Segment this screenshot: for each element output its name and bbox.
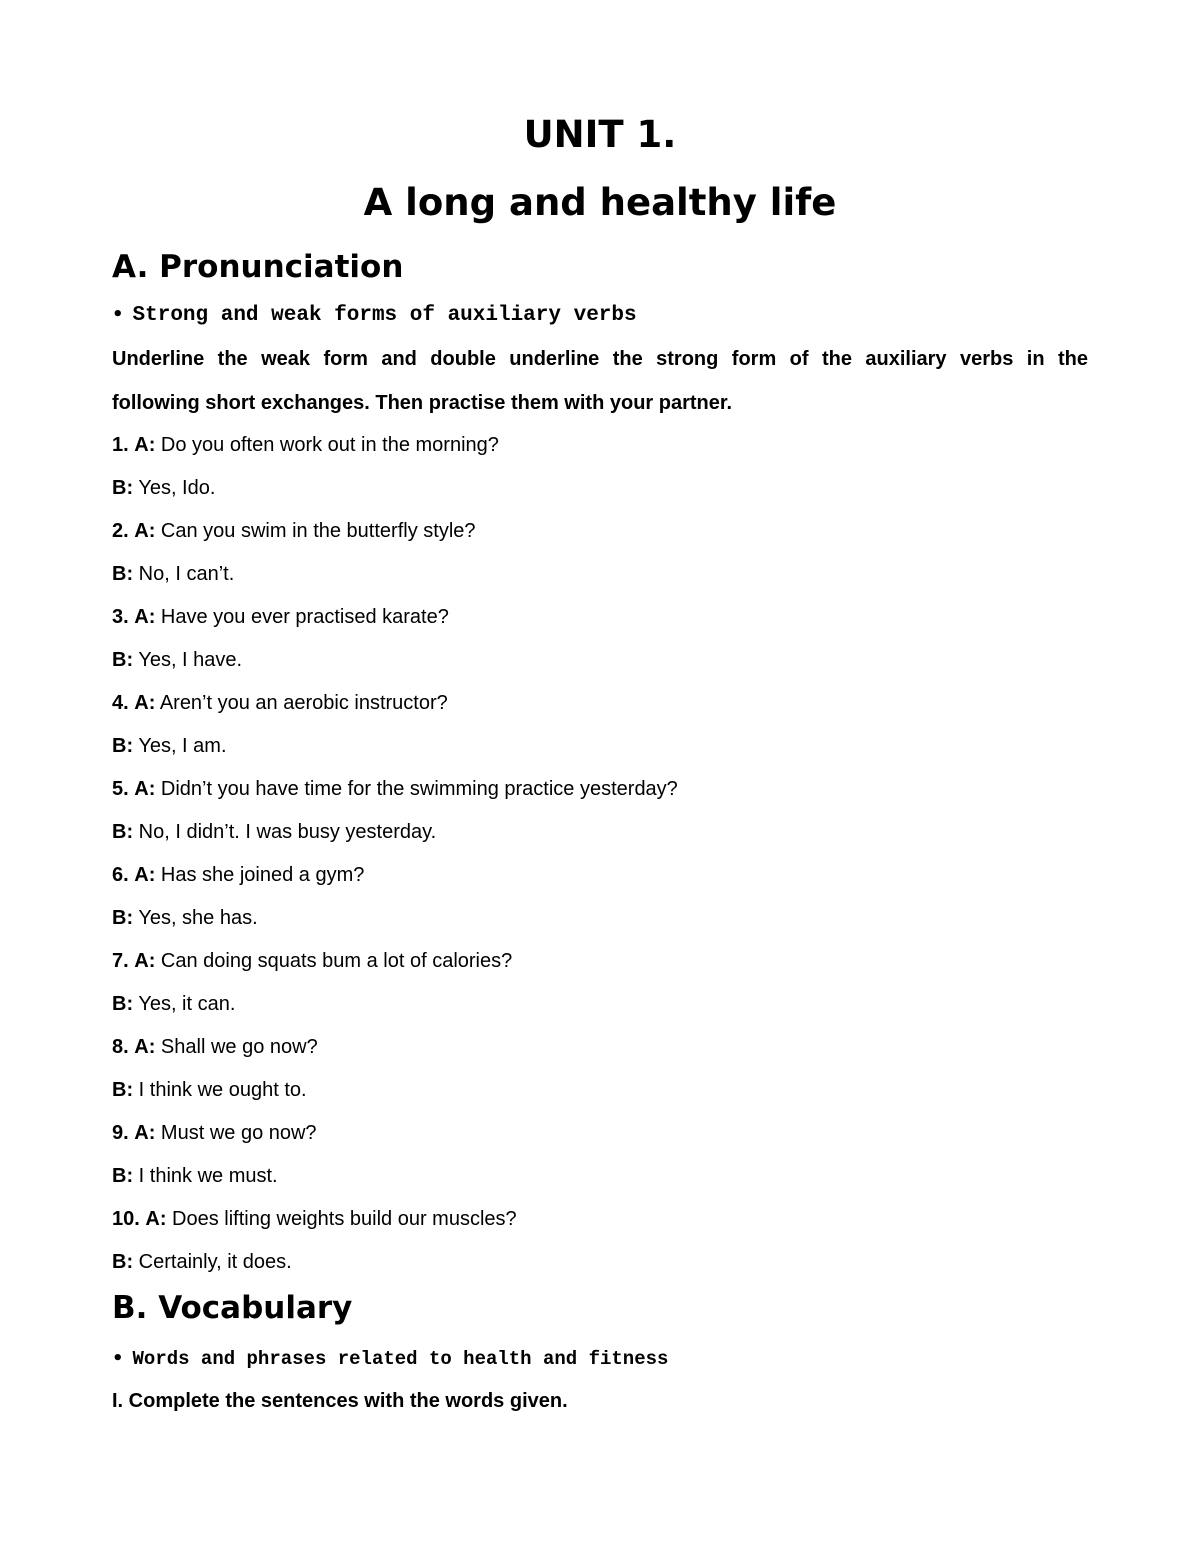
- speaker-b-label: B:: [112, 1251, 134, 1273]
- speaker-a-label: A:: [145, 1208, 167, 1230]
- speaker-a-label: A:: [134, 434, 156, 456]
- exchange-answer: [112, 905, 258, 931]
- exchange-answer: [112, 475, 215, 501]
- speaker-b-label: B:: [112, 563, 134, 585]
- answer-text: Yes, I have.: [138, 649, 243, 671]
- exchange-answer: [112, 647, 242, 673]
- exchange-question: [112, 776, 678, 802]
- exchange-answer: [112, 561, 234, 587]
- exchange-question: [112, 1206, 517, 1232]
- unit-title: UNIT 1.: [523, 113, 677, 156]
- exchange-answer: [112, 1077, 307, 1103]
- exchange-number: 3.: [112, 606, 129, 628]
- speaker-b-label: B:: [112, 907, 134, 929]
- exchange-number: 9.: [112, 1122, 129, 1144]
- exchange-number: 7.: [112, 950, 129, 972]
- exchange-answer: [112, 819, 436, 845]
- answer-text: No, I didn’t. I was busy yesterday.: [138, 821, 437, 843]
- exchange-answer: [112, 733, 227, 759]
- unit-subtitle: A long and healthy life: [363, 181, 837, 224]
- section-a-instruction-line2: following short exchanges. Then practise them with your partner.: [112, 392, 733, 414]
- section-b-heading: B. Vocabulary: [112, 1290, 353, 1326]
- speaker-b-label: B:: [112, 993, 134, 1015]
- speaker-a-label: A:: [134, 692, 156, 714]
- exchange-number: 8.: [112, 1036, 129, 1058]
- exchange-question: [112, 690, 448, 716]
- exchange-question: [112, 1120, 317, 1146]
- exchange-question: [112, 948, 512, 974]
- speaker-a-label: A:: [134, 1036, 156, 1058]
- answer-text: I think we must.: [138, 1165, 278, 1187]
- exchange-question: [112, 604, 449, 630]
- speaker-b-label: B:: [112, 735, 134, 757]
- answer-text: Certainly, it does.: [138, 1251, 292, 1273]
- question-text: Must we go now?: [160, 1122, 317, 1144]
- answer-text: I think we ought to.: [138, 1079, 307, 1101]
- speaker-a-label: A:: [134, 950, 156, 972]
- exchange-question: [112, 1034, 318, 1060]
- section-b-bullet: [112, 1346, 668, 1372]
- section-a-bullet: [112, 302, 637, 329]
- speaker-b-label: B:: [112, 1079, 134, 1101]
- speaker-a-label: A:: [134, 606, 156, 628]
- exchange-number: 1.: [112, 434, 129, 456]
- exchange-number: 4.: [112, 692, 129, 714]
- speaker-a-label: A:: [134, 520, 156, 542]
- exchange-number: 5.: [112, 778, 129, 800]
- exchange-question: [112, 518, 476, 544]
- question-text: Didn’t you have time for the swimming practice yesterday?: [160, 778, 678, 800]
- answer-text: No, I can’t.: [138, 563, 235, 585]
- speaker-a-label: A:: [134, 778, 156, 800]
- exchange-number: 2.: [112, 520, 129, 542]
- answer-text: Yes, she has.: [138, 907, 258, 929]
- exchange-number: 6.: [112, 864, 129, 886]
- question-text: Do you often work out in the morning?: [160, 434, 499, 456]
- exchange-number: 10.: [112, 1208, 140, 1230]
- question-text: Has she joined a gym?: [160, 864, 365, 886]
- exchange-answer: [112, 991, 235, 1017]
- question-text: Have you ever practised karate?: [160, 606, 449, 628]
- answer-text: Yes, it can.: [138, 993, 236, 1015]
- section-a-heading: A. Pronunciation: [112, 249, 404, 285]
- question-text: Does lifting weights build our muscles?: [172, 1208, 517, 1230]
- speaker-b-label: B:: [112, 477, 134, 499]
- section-b-bullet-text: Words and phrases related to health and fitness: [132, 1348, 669, 1370]
- question-text: Shall we go now?: [160, 1036, 318, 1058]
- question-text: Can doing squats bum a lot of calories?: [160, 950, 513, 972]
- speaker-a-label: A:: [134, 864, 156, 886]
- speaker-b-label: B:: [112, 821, 134, 843]
- section-a-instruction-line1: Underline the weak form and double underline the strong form of the auxiliary verbs in the: [112, 348, 1088, 370]
- section-a-bullet-text: Strong and weak forms of auxiliary verbs: [132, 304, 637, 327]
- bullet-icon: •: [112, 1348, 124, 1369]
- bullet-icon: •: [112, 304, 124, 325]
- question-text: Can you swim in the butterfly style?: [160, 520, 476, 542]
- speaker-a-label: A:: [134, 1122, 156, 1144]
- answer-text: Yes, I am.: [138, 735, 227, 757]
- speaker-b-label: B:: [112, 649, 134, 671]
- exchange-answer: [112, 1163, 278, 1189]
- section-b-instruction: I. Complete the sentences with the words given.: [112, 1390, 568, 1412]
- exchange-answer: [112, 1249, 292, 1275]
- exchange-question: [112, 862, 364, 888]
- answer-text: Yes, Ido.: [138, 477, 216, 499]
- speaker-b-label: B:: [112, 1165, 134, 1187]
- question-text: Aren’t you an aerobic instructor?: [159, 692, 448, 714]
- exchange-question: [112, 432, 499, 458]
